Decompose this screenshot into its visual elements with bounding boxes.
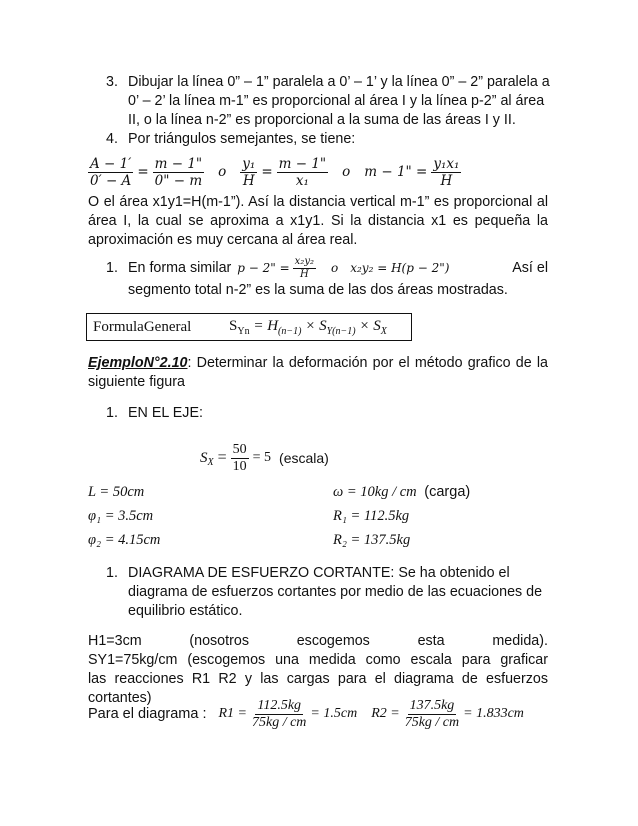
general-formula-box	[86, 313, 412, 341]
formula-label: FormulaGeneral	[93, 318, 192, 335]
fraction: $\frac{50}{10}$	[232, 441, 247, 474]
paragraph-area: O el área x1y1=H(m-1”). Así la distancia vertical m-1” es proporcional al área I, la cual se aproxima a x1y1. Si la distancia x1 es pequeña la aproximación es muy cercana al área real.	[88, 194, 548, 248]
fraction: $\frac{m - 1"}{\text{x₁}}$	[278, 155, 327, 189]
text-line: II, o la línea n-2” es proporcional a la suma de las áreas I y II.	[128, 112, 516, 128]
list-number: 4.	[106, 131, 118, 147]
diagram-equations: Para el diagrama : R1 = $\frac{112.5kg}{75kg / cm}$ = 1.5cm R2 = $\frac{137.5kg}{75kg / cm}$ = 1.833cm	[88, 697, 524, 730]
example-title: EjemploN°2.10	[88, 355, 188, 371]
fraction: $\frac{m - 1"}{0" - m}$	[154, 155, 203, 189]
fraction: $\frac{\text{y₁x₁}}{H}$	[433, 155, 460, 189]
paragraph-scale: H1=3cm (nosotros escogemos esta medida). SY1=75kg/cm (escogemos una medida como escala para graficar las reacciones R1 R2 y las cargas para el diagrama de esfuerzos cortantes)	[88, 633, 548, 706]
fraction: $\frac{\text{y₁}}{H}$	[242, 155, 256, 189]
similar-triangles-equation: $\frac{A - 1'}{0' - A}$ = $\frac{m - 1"}{0" - m}$ o $\frac{\text{y₁}}{H}$ = $\frac{m - 1"}{\text{x₁}}$ o m − 1" = $\frac{\text{y₁x₁}}{H}$	[90, 155, 460, 189]
text-line: Por triángulos semejantes, se tiene:	[128, 131, 356, 147]
fraction: $\frac{137.5kg}{75kg / cm}$	[404, 697, 460, 730]
formula-expression: $S_{Yn} = H_{(n-1)} \times S_{Y(n-1)} \times S_X$	[229, 317, 387, 337]
list-item-3	[106, 73, 566, 130]
list-item-diagrama: 1. DIAGRAMA DE ESFUERZO CORTANTE: Se ha obtenido el diagrama de esfuerzos cortantes por medio de las ecuaciones de equilibrio estático.	[106, 565, 543, 619]
similar-equation: p − 2" = $\frac{\text{x₂y₂}}{H}$ o x₂y₂ = H(p − 2")	[237, 256, 450, 280]
example-heading: EjemploN°2.10: Determinar la deformación por el método grafico de la siguiente figura	[88, 355, 548, 390]
fraction: $\frac{112.5kg}{75kg / cm}$	[251, 697, 307, 730]
data-left: L = 50cm φ₁ = 3.5cm φ₂ = 4.15cm	[88, 484, 161, 548]
text-line: 0’ – 2’ la línea m-1” es proporcional al área I y la línea p-2” al área	[128, 93, 545, 109]
list-number: 3.	[106, 74, 118, 90]
list-item-eje: 1. EN EL EJE:	[106, 405, 203, 421]
scale-equation: S $_X$ = $\frac{50}{10}$ = 5 (escala)	[200, 441, 329, 474]
fraction: $\frac{\text{x₂y₂}}{H}$	[294, 256, 314, 280]
list-item-4	[106, 130, 355, 149]
data-right: ω = 10kg / cm (carga) R₁ = 112.5kg R₂ = 137.5kg	[333, 484, 471, 548]
text-line: Dibujar la línea 0” – 1” paralela a 0’ – 1’ y la línea 0” – 2” paralela a	[128, 74, 550, 90]
fraction: $\frac{A - 1'}{0' - A}$	[90, 155, 132, 189]
list-item-similar: 1. En forma similar p − 2" = $\frac{\text{x₂y₂}}{H}$ o x₂y₂ = H(p − 2") Así el segmento total n-2” es la suma de las dos áreas mostradas.	[106, 256, 548, 298]
